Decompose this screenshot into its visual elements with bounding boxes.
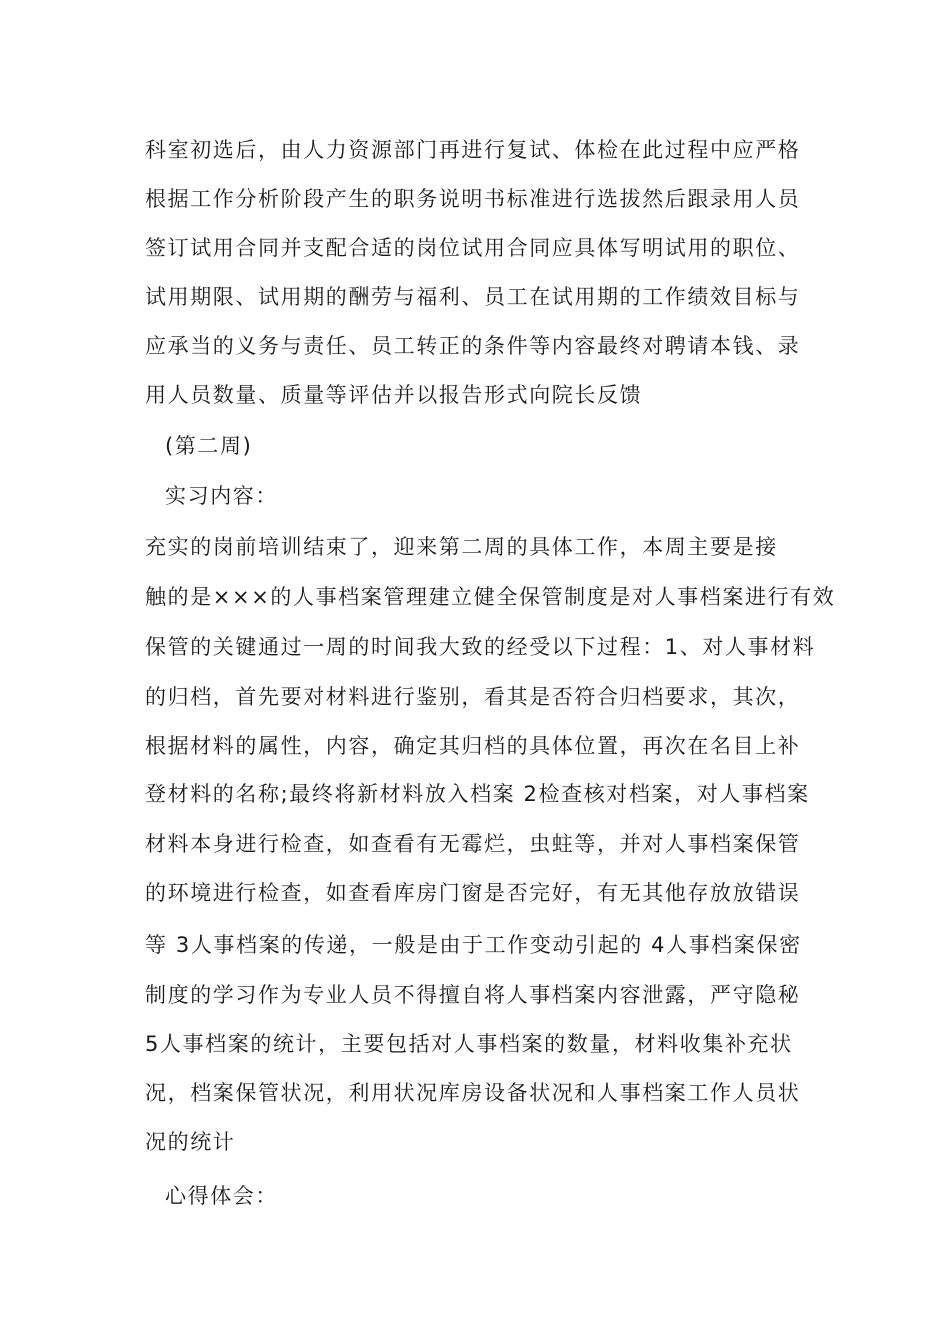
text-line: 况的统计 <box>145 1130 236 1154</box>
text-line: 应承当的义务与责任、员工转正的条件等内容最终对聘请本钱、录 <box>145 334 801 358</box>
text-line: 科室初选后，由人力资源部门再进行复试、体检在此过程中应严格 <box>145 138 801 162</box>
text-line: 签订试用合同并支配合适的岗位试用合同应具体写明试用的职位、 <box>145 236 801 260</box>
text-line: 等 3人事档案的传递，一般是由于工作变动引起的 4人事档案保密 <box>145 933 802 957</box>
text-line: 材料本身进行检查，如查看有无霉烂，虫蛀等，并对人事档案保管 <box>145 832 801 856</box>
text-line: 登材料的名称;最终将新材料放入档案 2检查核对档案，对人事档案 <box>145 782 810 806</box>
text-line: 的归档，首先要对材料进行鉴别，看其是否符合归档要求，其次， <box>145 685 801 709</box>
text-line: 制度的学习作为专业人员不得擅自将人事档案内容泄露，严守隐秘 <box>145 983 801 1007</box>
section-heading: (第二周) <box>165 434 253 458</box>
text-line: 根据材料的属性，内容，确定其归档的具体位置，再次在名目上补 <box>145 734 801 758</box>
text-line: 根据工作分析阶段产生的职务说明书标准进行选拔然后跟录用人员 <box>145 187 801 211</box>
text-line: 充实的岗前培训结束了，迎来第二周的具体工作，本周主要是接 <box>145 535 778 559</box>
text-line: 的环境进行检查，如查看库房门窗是否完好，有无其他存放放错误 <box>145 881 801 905</box>
section-heading: 实习内容： <box>165 484 278 508</box>
text-line: 试用期限、试用期的酬劳与福利、员工在试用期的工作绩效目标与 <box>145 285 801 309</box>
text-line: 用人员数量、质量等评估并以报告形式向院长反馈 <box>145 383 643 407</box>
text-line: 5人事档案的统计，主要包括对人事档案的数量，材料收集补充状 <box>145 1032 793 1056</box>
section-heading: 心得体会： <box>165 1184 278 1208</box>
text-line: 况，档案保管状况，利用状况库房设备状况和人事档案工作人员状 <box>145 1081 801 1105</box>
text-line: 触的是×××的人事档案管理建立健全保管制度是对人事档案进行有效 <box>145 585 836 609</box>
text-line: 保管的关键通过一周的时间我大致的经受以下过程：1、对人事材料 <box>145 635 816 659</box>
